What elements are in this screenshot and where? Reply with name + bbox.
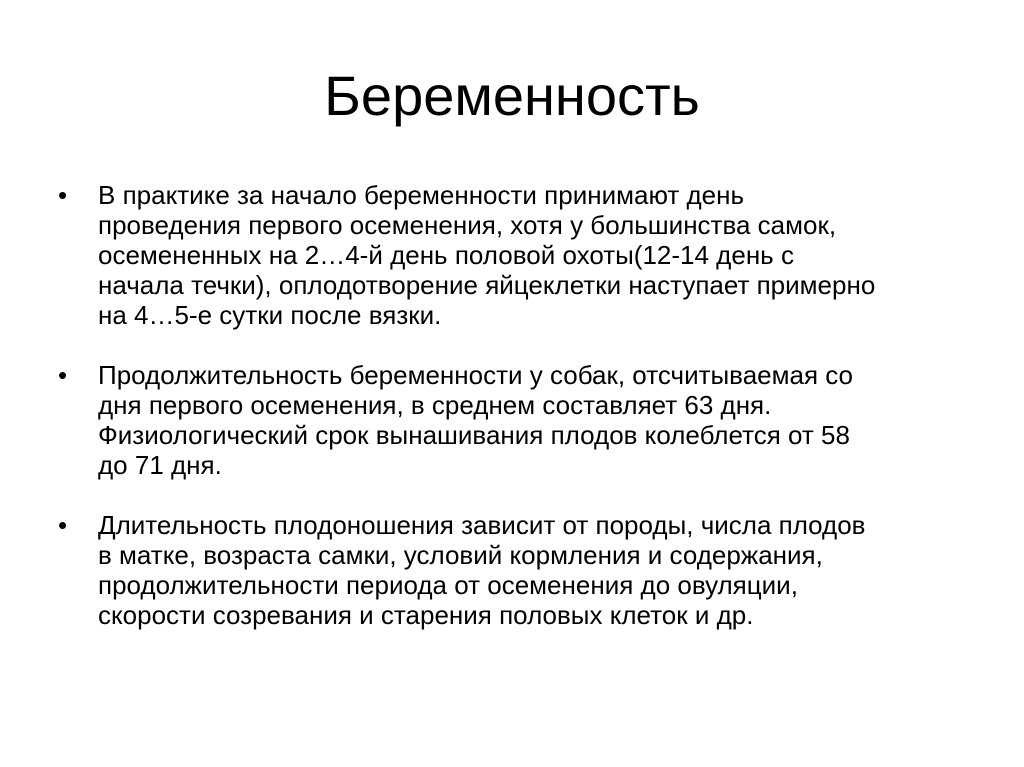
bullet-item-2 (58, 360, 978, 480)
text-line: скорости созревания и старения половых клеток и др. (98, 600, 754, 630)
text-line: Физиологический срок вынашивания плодов колеблется от 58 (98, 420, 850, 450)
text-line: Продолжительность беременности у собак, отсчитываемая со (98, 360, 854, 390)
bullet-text-3 (98, 510, 978, 630)
text-line: на 4…5-е сутки после вязки. (98, 300, 442, 330)
text-line: Длительность плодоношения зависит от породы, числа плодов (98, 510, 866, 540)
slide-title: Беременность (324, 64, 700, 127)
text-line: начала течки), оплодотворение яйцеклетки наступает примерно (98, 270, 876, 300)
bullet-item-1 (58, 180, 978, 330)
text-line: до 71 дня. (98, 450, 222, 480)
text-line: дня первого осеменения, в среднем составляет 63 дня. (98, 390, 772, 420)
text-line: В практике за начало беременности принимают день (98, 180, 745, 210)
text-line: осемененных на 2…4-й день половой охоты(12-14 день с (98, 240, 794, 270)
text-line: проведения первого осеменения, хотя у большинства самок, (98, 210, 837, 240)
text-line: продолжительности периода от осеменения до овуляции, (98, 570, 798, 600)
bullet-dot-icon: • (58, 180, 68, 210)
bullet-dot-icon: • (58, 510, 68, 540)
bullet-list (58, 180, 978, 660)
bullet-text-1 (98, 180, 978, 330)
bullet-text-2 (98, 360, 978, 480)
bullet-dot-icon: • (58, 360, 68, 390)
bullet-item-3 (58, 510, 978, 630)
text-line: в матке, возраста самки, условий кормления и содержания, (98, 540, 823, 570)
